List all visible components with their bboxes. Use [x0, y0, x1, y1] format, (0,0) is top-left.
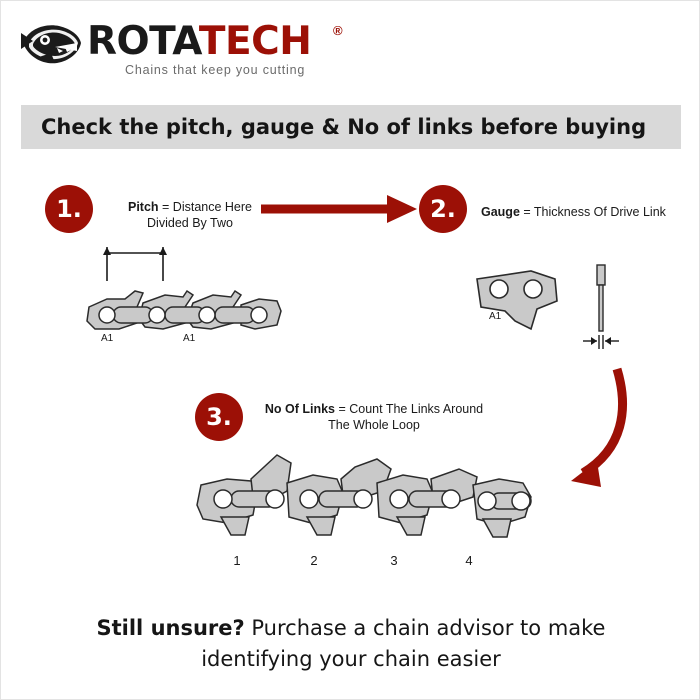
page-title: Check the pitch, gauge & No of links before buying	[41, 115, 647, 139]
step-caption-1	[105, 199, 275, 231]
pitch-chain-illustration	[73, 241, 313, 371]
registered-mark: ®	[333, 23, 343, 38]
brand-name-part1: ROTA	[87, 19, 199, 64]
footer-bold-text: Still unsure?	[96, 616, 245, 640]
brand-name-part2: TECH	[198, 19, 312, 64]
step-3-term: No Of Links	[264, 402, 335, 416]
step-badge-2: 2.	[419, 185, 467, 233]
link-number-2: 2	[310, 553, 318, 568]
footer-message	[41, 613, 661, 675]
pitch-label-a1-left: A1	[101, 333, 114, 344]
gauge-drive-link-illustration	[471, 259, 641, 369]
link-number-4: 4	[465, 553, 473, 568]
step-3-line2: The Whole Loop	[328, 418, 420, 432]
step-2-line1-rest: = Thickness Of Drive Link	[519, 205, 666, 219]
footer-line2: identifying your chain easier	[201, 647, 501, 671]
step-caption-2	[481, 204, 691, 220]
step-badge-3: 3.	[195, 393, 243, 441]
fish-head-icon	[21, 21, 83, 67]
brand-tagline: Chains that keep you cutting	[125, 63, 306, 77]
gauge-label-a1: A1	[489, 311, 502, 322]
step-2-term: Gauge	[481, 205, 520, 219]
step-1-line2: Divided By Two	[147, 216, 233, 230]
step-3-line1-rest: = Count The Links Around	[335, 402, 484, 416]
link-number-1: 1	[233, 553, 241, 568]
footer-rest-text: Purchase a chain advisor to make	[244, 616, 606, 640]
step-badge-1: 1.	[45, 185, 93, 233]
link-number-3: 3	[390, 553, 398, 568]
pitch-label-a1-right: A1	[183, 333, 196, 344]
link-count-labels	[191, 553, 541, 573]
step-1-line1-rest: = Distance Here	[158, 200, 252, 214]
arrow-step1-to-step2	[259, 191, 419, 231]
step-1-term: Pitch	[127, 200, 159, 214]
heading-banner	[21, 105, 681, 149]
step-caption-3	[259, 401, 489, 433]
brand-logo	[21, 19, 351, 81]
brand-wordmark	[87, 19, 311, 64]
